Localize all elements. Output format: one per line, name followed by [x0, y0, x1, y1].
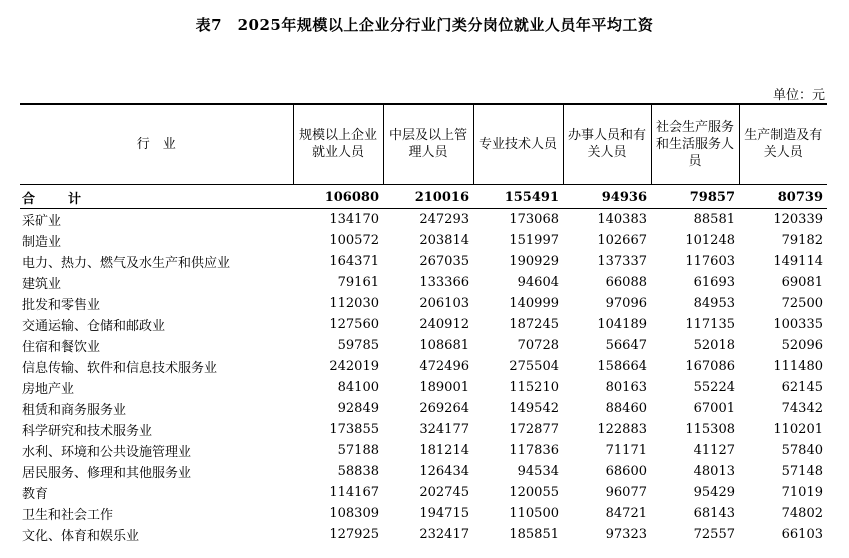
wage-cell: 117836	[509, 442, 559, 458]
wage-cell: 84721	[605, 505, 647, 521]
wage-cell: 275504	[509, 358, 559, 374]
industry-name: 采矿业	[22, 213, 62, 229]
industry-name: 电力、热力、燃气及水生产和供应业	[22, 255, 231, 271]
wage-cell: 127925	[329, 526, 379, 542]
wage-cell: 127560	[329, 316, 379, 332]
header-service-workers: 社会生产服务和生活服务人员	[651, 104, 739, 184]
wage-cell: 95429	[693, 484, 735, 500]
wage-cell: 172877	[509, 421, 559, 437]
wage-cell: 88581	[693, 211, 735, 227]
table-row	[20, 461, 827, 482]
wage-cell: 102667	[597, 232, 647, 248]
table-row	[20, 398, 827, 419]
table-row	[20, 208, 827, 230]
wage-cell: 80163	[605, 379, 647, 395]
industry-name: 制造业	[22, 234, 62, 250]
wage-cell: 149542	[509, 400, 559, 416]
wage-cell: 48013	[693, 463, 735, 479]
wage-cell: 96077	[605, 484, 647, 500]
wage-cell: 94604	[517, 274, 559, 290]
wage-cell: 189001	[419, 379, 469, 395]
header-row	[20, 104, 827, 184]
wage-cell: 59785	[337, 337, 379, 353]
wage-cell: 67001	[693, 400, 735, 416]
wage-cell: 106080	[293, 184, 383, 208]
table-row	[20, 440, 827, 461]
wage-cell: 100335	[773, 316, 823, 332]
wage-cell: 66103	[781, 526, 823, 542]
wage-cell: 68600	[605, 463, 647, 479]
wage-cell: 167086	[685, 358, 735, 374]
wage-cell: 185851	[509, 526, 559, 542]
wage-cell: 55224	[693, 379, 735, 395]
wage-cell: 88460	[605, 400, 647, 416]
industry-name: 教育	[22, 486, 49, 502]
wage-cell: 267035	[419, 253, 469, 269]
wage-cell: 79857	[651, 184, 739, 208]
table-row	[20, 251, 827, 272]
industry-name: 批发和零售业	[22, 297, 101, 313]
wage-cell: 80739	[739, 184, 827, 208]
wage-cell: 202745	[419, 484, 469, 500]
table-row	[20, 356, 827, 377]
industry-name: 住宿和餐饮业	[22, 339, 101, 355]
wage-cell: 108681	[419, 337, 469, 353]
wage-cell: 110500	[509, 505, 559, 521]
table-title: 表7 2025年规模以上企业分行业门类分岗位就业人员年平均工资	[195, 16, 654, 34]
wage-cell: 232417	[419, 526, 469, 542]
wage-cell: 120055	[509, 484, 559, 500]
wage-cell: 181214	[419, 442, 469, 458]
wage-cell: 158664	[597, 358, 647, 374]
table-row	[20, 335, 827, 356]
wage-cell: 71019	[781, 484, 823, 500]
wage-cell: 57148	[781, 463, 823, 479]
wage-cell: 61693	[693, 274, 735, 290]
wage-cell: 57840	[781, 442, 823, 458]
industry-name: 房地产业	[22, 381, 75, 397]
wage-cell: 151997	[509, 232, 559, 248]
table-body	[20, 184, 827, 545]
header-all-employees: 规模以上企业就业人员	[293, 104, 383, 184]
wage-cell: 140383	[597, 211, 647, 227]
wage-cell: 206103	[419, 295, 469, 311]
unit-label: 单位：元	[772, 88, 825, 103]
header-production-workers: 生产制造及有关人员	[739, 104, 827, 184]
wage-cell: 122883	[597, 421, 647, 437]
wage-cell: 57188	[337, 442, 379, 458]
industry-name: 交通运输、仓储和邮政业	[22, 318, 166, 334]
wage-cell: 79161	[337, 274, 379, 290]
wage-cell: 62145	[781, 379, 823, 395]
wage-cell: 134170	[329, 211, 379, 227]
wage-cell: 187245	[509, 316, 559, 332]
industry-name: 合 计	[20, 184, 293, 208]
wage-cell: 472496	[419, 358, 469, 374]
wage-cell: 72500	[781, 295, 823, 311]
wage-cell: 84953	[693, 295, 735, 311]
wage-cell: 52018	[693, 337, 735, 353]
wage-cell: 110201	[773, 421, 823, 437]
wage-cell: 114167	[329, 484, 379, 500]
wage-cell: 155491	[473, 184, 563, 208]
wage-cell: 104189	[597, 316, 647, 332]
wage-cell: 41127	[693, 442, 735, 458]
wage-cell: 71171	[605, 442, 647, 458]
wage-cell: 117135	[685, 316, 735, 332]
wage-cell: 70728	[517, 337, 559, 353]
wage-cell: 324177	[419, 421, 469, 437]
table-row	[20, 230, 827, 251]
wage-cell: 58838	[337, 463, 379, 479]
wage-cell: 74802	[781, 505, 823, 521]
wage-cell: 52096	[781, 337, 823, 353]
industry-name: 租赁和商务服务业	[22, 402, 127, 418]
wage-cell: 115210	[509, 379, 559, 395]
table-row	[20, 377, 827, 398]
wage-cell: 69081	[781, 274, 823, 290]
wage-cell: 117603	[685, 253, 735, 269]
table-row	[20, 524, 827, 545]
wage-cell: 247293	[419, 211, 469, 227]
wage-cell: 101248	[685, 232, 735, 248]
wage-cell: 56647	[605, 337, 647, 353]
wage-cell: 240912	[419, 316, 469, 332]
wage-cell: 112030	[329, 295, 379, 311]
industry-name: 科学研究和技术服务业	[22, 423, 153, 439]
wage-cell: 115308	[685, 421, 735, 437]
header-managers: 中层及以上管理人员	[383, 104, 473, 184]
industry-name: 水利、环境和公共设施管理业	[22, 444, 192, 460]
industry-name: 建筑业	[22, 276, 62, 292]
table-row	[20, 272, 827, 293]
table-row	[20, 419, 827, 440]
wage-cell: 74342	[781, 400, 823, 416]
industry-name: 信息传输、软件和信息技术服务业	[22, 360, 218, 376]
wage-cell: 100572	[329, 232, 379, 248]
wage-cell: 164371	[329, 253, 379, 269]
wage-cell: 210016	[383, 184, 473, 208]
table-row	[20, 314, 827, 335]
wage-cell: 173855	[329, 421, 379, 437]
wage-cell: 269264	[419, 400, 469, 416]
wage-cell: 94936	[563, 184, 651, 208]
wage-cell: 194715	[419, 505, 469, 521]
header-industry: 行 业	[20, 104, 293, 184]
wage-cell: 190929	[509, 253, 559, 269]
wage-table	[20, 103, 827, 545]
wage-cell: 149114	[773, 253, 823, 269]
wage-cell: 97323	[605, 526, 647, 542]
wage-cell: 126434	[419, 463, 469, 479]
industry-name: 文化、体育和娱乐业	[22, 528, 140, 544]
wage-cell: 97096	[605, 295, 647, 311]
wage-cell: 72557	[693, 526, 735, 542]
wage-cell: 79182	[781, 232, 823, 248]
wage-cell: 173068	[509, 211, 559, 227]
wage-cell: 92849	[337, 400, 379, 416]
header-clerks: 办事人员和有关人员	[563, 104, 651, 184]
table-row	[20, 482, 827, 503]
wage-cell: 108309	[329, 505, 379, 521]
total-row	[20, 184, 827, 208]
wage-cell: 133366	[419, 274, 469, 290]
wage-cell: 120339	[773, 211, 823, 227]
table-row	[20, 503, 827, 524]
table-row	[20, 293, 827, 314]
wage-cell: 66088	[605, 274, 647, 290]
wage-cell: 68143	[693, 505, 735, 521]
wage-cell: 84100	[337, 379, 379, 395]
header-professionals: 专业技术人员	[473, 104, 563, 184]
wage-cell: 94534	[517, 463, 559, 479]
industry-name: 卫生和社会工作	[22, 507, 114, 523]
wage-cell: 140999	[509, 295, 559, 311]
industry-name: 居民服务、修理和其他服务业	[22, 465, 192, 481]
wage-cell: 111480	[773, 358, 823, 374]
wage-cell: 137337	[597, 253, 647, 269]
wage-cell: 203814	[419, 232, 469, 248]
wage-cell: 242019	[329, 358, 379, 374]
